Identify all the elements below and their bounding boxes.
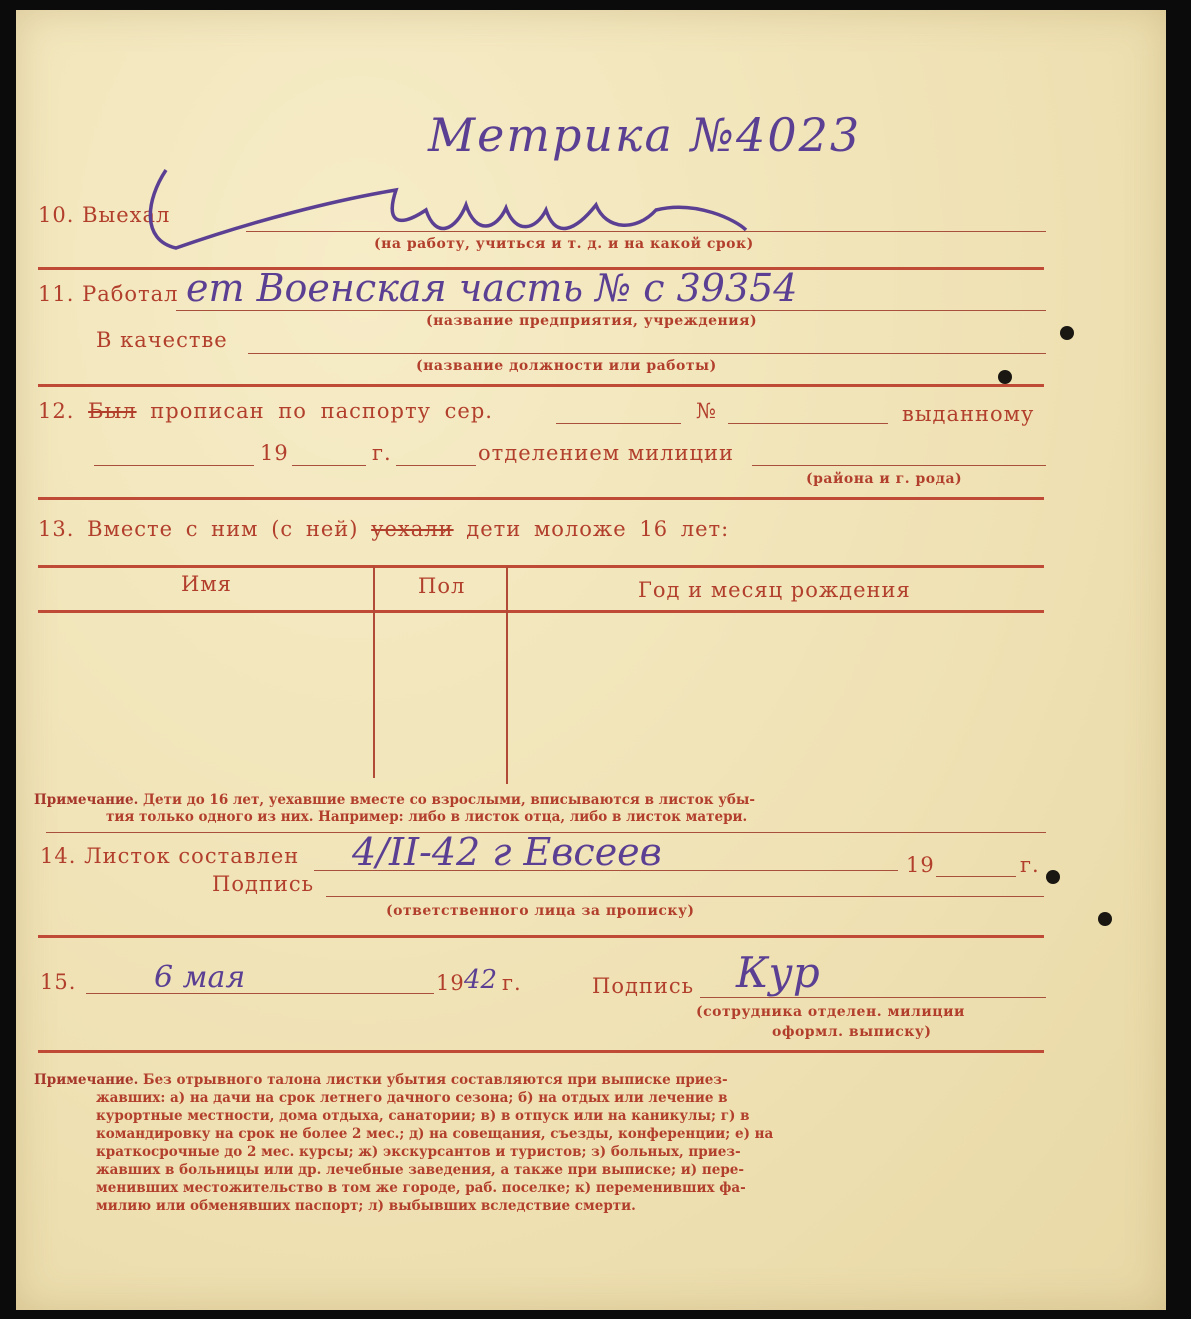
item12-rest: прописан по паспорту сер. <box>150 399 493 423</box>
punch-hole <box>998 370 1012 384</box>
table-top-rule <box>38 565 1044 568</box>
item14-handwritten: 4/II-42 г Евсеев <box>352 830 662 874</box>
note2-line-6: менивших местожительство в том же городе, раб. поселке; к) переменивших фа- <box>96 1180 746 1196</box>
month-line <box>396 465 476 466</box>
item11-label: 11. Работал <box>38 282 179 306</box>
punch-hole <box>1046 870 1060 884</box>
punch-hole <box>1060 326 1074 340</box>
divider-14 <box>38 935 1044 938</box>
number-label: № <box>696 399 717 423</box>
column-birth: Год и месяц рождения <box>638 578 911 602</box>
item14-line <box>314 870 898 871</box>
note1-line1: Дети до 16 лет, уехавшие вместе со взрослыми, вписываются в листок убы- <box>143 792 756 808</box>
item15-label: 15. <box>40 970 77 994</box>
item14-signature-label: Подпись <box>212 872 315 896</box>
item15-hint2: оформл. выписку) <box>772 1024 932 1040</box>
note1-title: Примечание. <box>34 792 139 808</box>
year-suffix-12: г. <box>372 441 392 465</box>
item13-struck: уехали <box>371 517 454 541</box>
item13-label-a: 13. Вместе с ним (с ней) <box>38 517 359 541</box>
number-line <box>728 423 888 424</box>
note2-line-7: милию или обменявших паспорт; л) выбывших вследствие смерти. <box>96 1198 636 1214</box>
department-line <box>752 465 1046 466</box>
note2-line-3: командировку на срок не более 2 мес.; д) на совещания, съезды, конференции; е) на <box>96 1126 774 1142</box>
item15-date: 6 мая <box>154 960 246 995</box>
item15-year-handwritten: 42 <box>464 965 498 995</box>
item15-date-line <box>86 993 434 994</box>
item15-signature-label: Подпись <box>592 974 695 998</box>
note2-line-5: жавших в больницы или др. лечебные заведения, а также при выписке; и) пере- <box>96 1162 744 1178</box>
item12-label <box>38 399 493 423</box>
table-header-rule <box>38 610 1044 613</box>
year-line-12 <box>292 465 366 466</box>
item12-hint: (района и г. рода) <box>806 471 963 487</box>
handwritten-title: Метрика №4023 <box>428 108 862 162</box>
series-line <box>556 423 681 424</box>
form-sheet <box>16 10 1166 1310</box>
divider-15 <box>38 1050 1044 1053</box>
punch-hole <box>1098 912 1112 926</box>
item15-year-printed: 19 <box>436 971 465 995</box>
item13-label <box>38 517 729 541</box>
year-label-14: 19 <box>906 853 935 877</box>
note2-first <box>34 1072 728 1089</box>
note1 <box>34 792 755 809</box>
department-label: отделением милиции <box>478 441 734 465</box>
column-name: Имя <box>181 572 232 596</box>
item15-signature-line <box>700 997 1046 998</box>
item12-struck: Был <box>88 399 137 423</box>
item11-hint1: (название предприятия, учреждения) <box>426 313 758 329</box>
column-sex: Пол <box>418 574 466 598</box>
item14-label: 14. Листок составлен <box>40 844 300 868</box>
item14-hint: (ответственного лица за прописку) <box>386 903 695 919</box>
item10-label: 10. Выехал <box>38 203 171 227</box>
note1-line2: тия только одного из них. Например: либо в листок отца, либо в листок матери. <box>106 809 748 825</box>
item15-hint1: (сотрудника отделен. милиции <box>696 1004 965 1020</box>
item12-num: 12. <box>38 399 75 423</box>
note2-line-2: курортные местности, дома отдыха, санатории; в) в отпуск или на каникулы; г) в <box>96 1108 750 1124</box>
note2-title: Примечание. <box>34 1072 139 1088</box>
item15-year-suffix: г. <box>502 971 522 995</box>
note2-line-1: жавших: а) на дачи на срок летнего дачного сезона; б) на отдых или лечение в <box>96 1090 728 1106</box>
note2-line-0: Без отрывного талона листки убытия составляются при выписке приез- <box>143 1072 728 1088</box>
note2-line-4: краткосрочные до 2 мес. курсы; ж) экскурсантов и туристов; з) больных, приез- <box>96 1144 741 1160</box>
table-col-divider-2 <box>506 566 508 784</box>
year-label-12: 19 <box>260 441 289 465</box>
item11-hint2: (название должности или работы) <box>416 358 717 374</box>
divider-11 <box>38 384 1044 387</box>
day-line <box>94 465 254 466</box>
item11-line <box>176 310 1046 311</box>
year-line-14 <box>936 876 1016 877</box>
item14-signature-line <box>326 896 1044 897</box>
year-suffix-14: г. <box>1020 853 1040 877</box>
item10-line <box>246 231 1046 232</box>
item11-handwritten: ет Военская часть № с 39354 <box>186 266 798 310</box>
position-line <box>248 353 1046 354</box>
item10-hint: (на работу, учиться и т. д. и на какой срок) <box>374 236 754 252</box>
position-label: В качестве <box>96 328 228 352</box>
item15-signature: Кур <box>736 948 820 997</box>
item13-label-b: дети моложе 16 лет: <box>466 517 730 541</box>
table-col-divider-1 <box>373 566 375 778</box>
issued-label: выданному <box>902 402 1035 426</box>
divider-12 <box>38 497 1044 500</box>
